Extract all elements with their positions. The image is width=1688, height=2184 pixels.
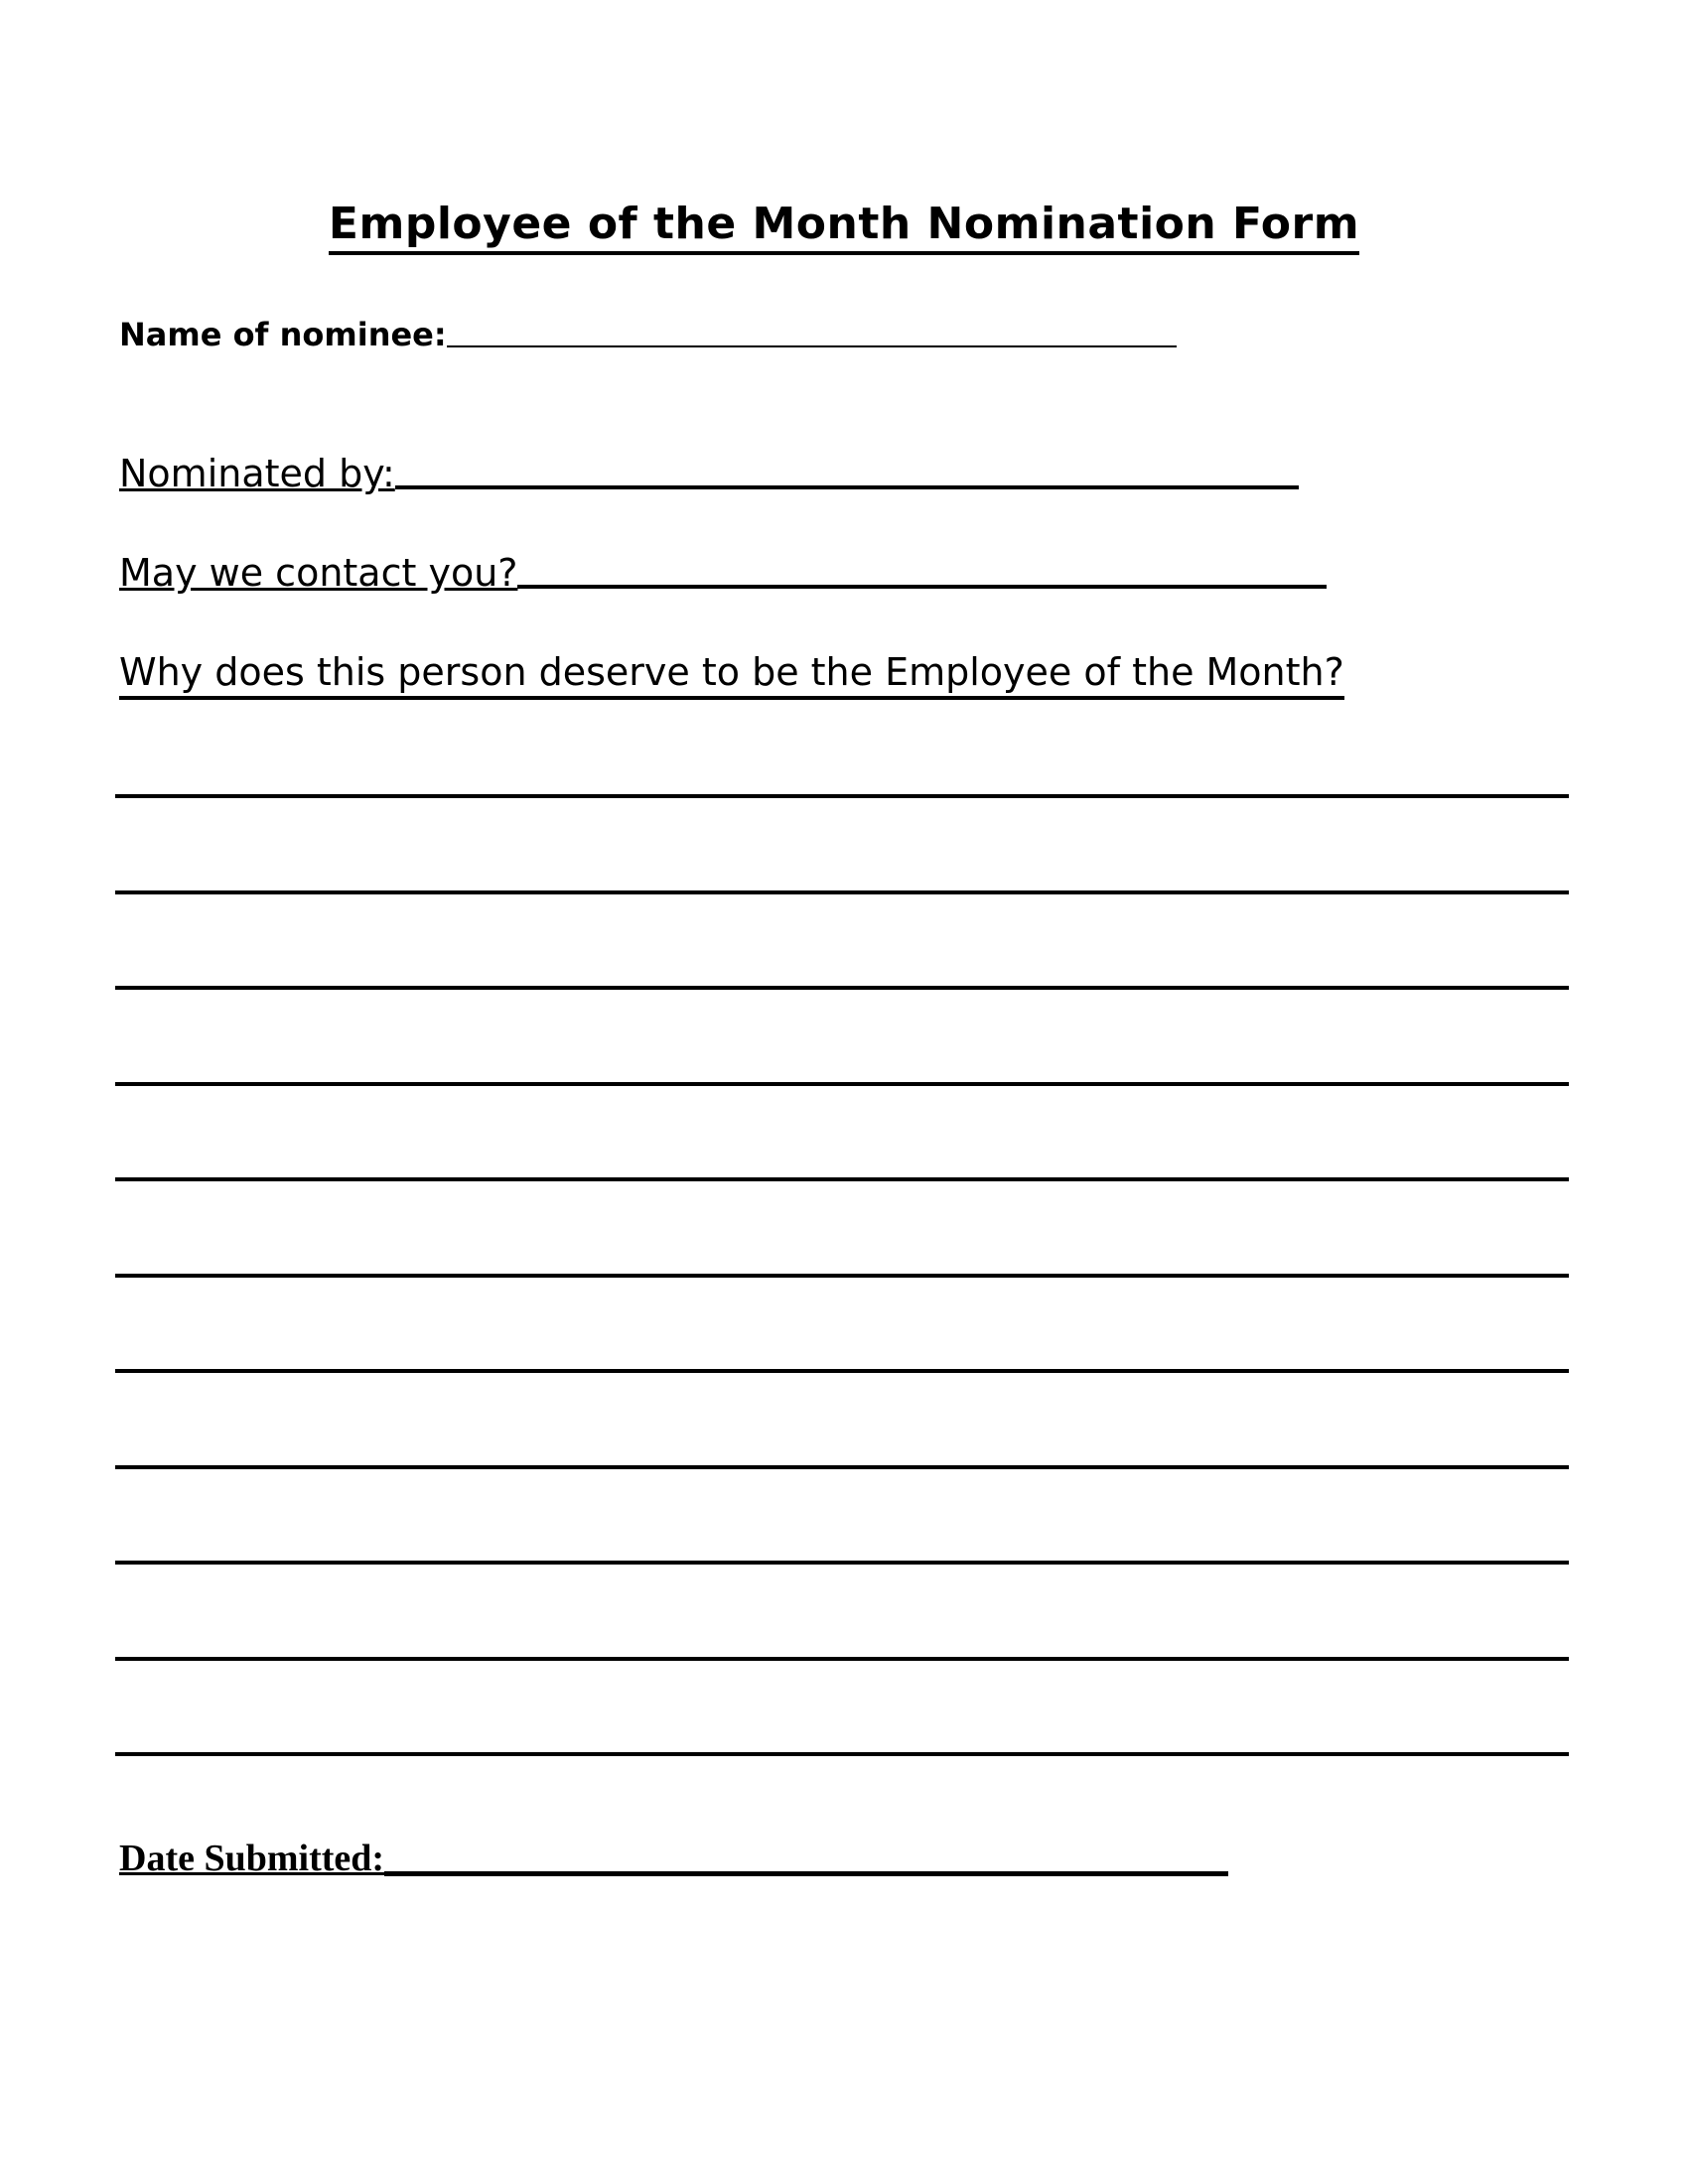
form-title xyxy=(0,199,1688,249)
nominated-by-field xyxy=(119,452,1299,495)
nominated-by-label: Nominated by: xyxy=(119,452,395,495)
contact-input-line[interactable] xyxy=(517,585,1327,589)
answer-line[interactable] xyxy=(115,1274,1569,1278)
date-submitted-label: Date Submitted: xyxy=(119,1838,385,1879)
answer-line[interactable] xyxy=(115,1082,1569,1086)
answer-line[interactable] xyxy=(115,1177,1569,1181)
contact-field xyxy=(119,551,1327,595)
form-title-text: Employee of the Month Nomination Form xyxy=(329,199,1359,255)
answer-line[interactable] xyxy=(115,1561,1569,1565)
answer-line[interactable] xyxy=(115,890,1569,894)
why-label: Why does this person deserve to be the Employee of the Month? xyxy=(119,650,1344,700)
answer-line[interactable] xyxy=(115,1657,1569,1661)
answer-line[interactable] xyxy=(115,794,1569,798)
nominee-field xyxy=(119,316,1177,353)
nominee-input-line[interactable] xyxy=(447,345,1177,347)
why-question xyxy=(119,650,1344,700)
answer-line[interactable] xyxy=(115,1752,1569,1756)
answer-line[interactable] xyxy=(115,1369,1569,1373)
nominated-by-input-line[interactable] xyxy=(395,485,1299,489)
nominee-label: Name of nominee: xyxy=(119,316,447,353)
answer-line[interactable] xyxy=(115,1465,1569,1469)
date-submitted-input-line[interactable] xyxy=(384,1871,1228,1876)
date-submitted-field xyxy=(119,1837,1228,1880)
contact-label: May we contact you? xyxy=(119,551,518,595)
answer-line[interactable] xyxy=(115,986,1569,990)
